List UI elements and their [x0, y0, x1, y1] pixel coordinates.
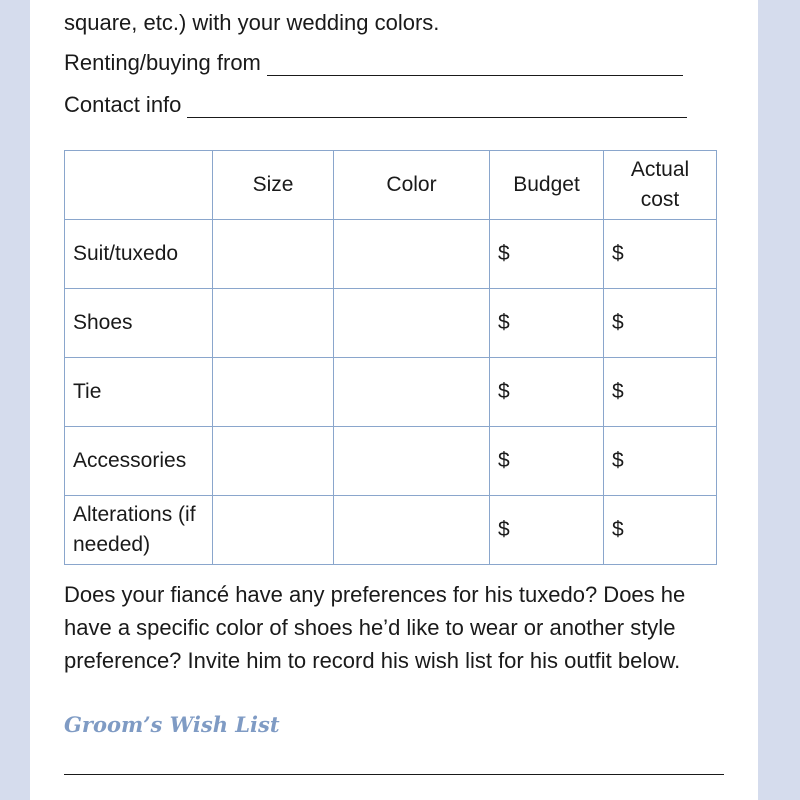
- color-cell[interactable]: [334, 358, 490, 427]
- actual-cost-cell[interactable]: $: [604, 427, 717, 496]
- header-actual-cost: Actual cost: [604, 151, 717, 220]
- header-size: Size: [213, 151, 334, 220]
- budget-cell[interactable]: $: [490, 496, 604, 565]
- color-cell[interactable]: [334, 289, 490, 358]
- actual-cost-cell[interactable]: $: [604, 289, 717, 358]
- contact-info-input-line[interactable]: [187, 95, 687, 118]
- size-cell[interactable]: [213, 427, 334, 496]
- actual-cost-cell[interactable]: $: [604, 220, 717, 289]
- groom-attire-table: [64, 150, 717, 565]
- contact-info-field: [64, 90, 687, 118]
- wish-list-title: Groom’s Wish List: [64, 712, 280, 737]
- header-color: Color: [334, 151, 490, 220]
- wish-list-input-line[interactable]: [64, 774, 724, 775]
- budget-cell[interactable]: $: [490, 289, 604, 358]
- renting-from-field: [64, 48, 683, 76]
- color-cell[interactable]: [334, 427, 490, 496]
- budget-cell[interactable]: $: [490, 427, 604, 496]
- table-header-row: [65, 151, 717, 220]
- renting-from-input-line[interactable]: [267, 53, 683, 76]
- size-cell[interactable]: [213, 220, 334, 289]
- row-item-label: Tie: [65, 358, 213, 427]
- intro-text: square, etc.) with your wedding colors.: [64, 10, 440, 35]
- table-row: [65, 289, 717, 358]
- budget-cell[interactable]: $: [490, 220, 604, 289]
- table-row: [65, 427, 717, 496]
- row-item-label: Accessories: [65, 427, 213, 496]
- worksheet-page: [30, 0, 758, 800]
- table-row: [65, 220, 717, 289]
- table-row: [65, 358, 717, 427]
- table-row: [65, 496, 717, 565]
- size-cell[interactable]: [213, 358, 334, 427]
- header-empty: [65, 151, 213, 220]
- size-cell[interactable]: [213, 496, 334, 565]
- header-budget: Budget: [490, 151, 604, 220]
- row-item-label: Suit/tuxedo: [65, 220, 213, 289]
- color-cell[interactable]: [334, 220, 490, 289]
- actual-cost-cell[interactable]: $: [604, 358, 717, 427]
- color-cell[interactable]: [334, 496, 490, 565]
- contact-info-label: Contact info: [64, 92, 182, 117]
- row-item-label: Shoes: [65, 289, 213, 358]
- row-item-label: Alterations (if needed): [65, 496, 213, 565]
- actual-cost-cell[interactable]: $: [604, 496, 717, 565]
- budget-cell[interactable]: $: [490, 358, 604, 427]
- renting-from-label: Renting/buying from: [64, 50, 261, 75]
- preferences-note: Does your fiancé have any preferences for his tuxedo? Does he have a specific color of shoes he’d like to wear or another style preference? Invite him to record his wish list for his outfit below.: [64, 582, 686, 673]
- size-cell[interactable]: [213, 289, 334, 358]
